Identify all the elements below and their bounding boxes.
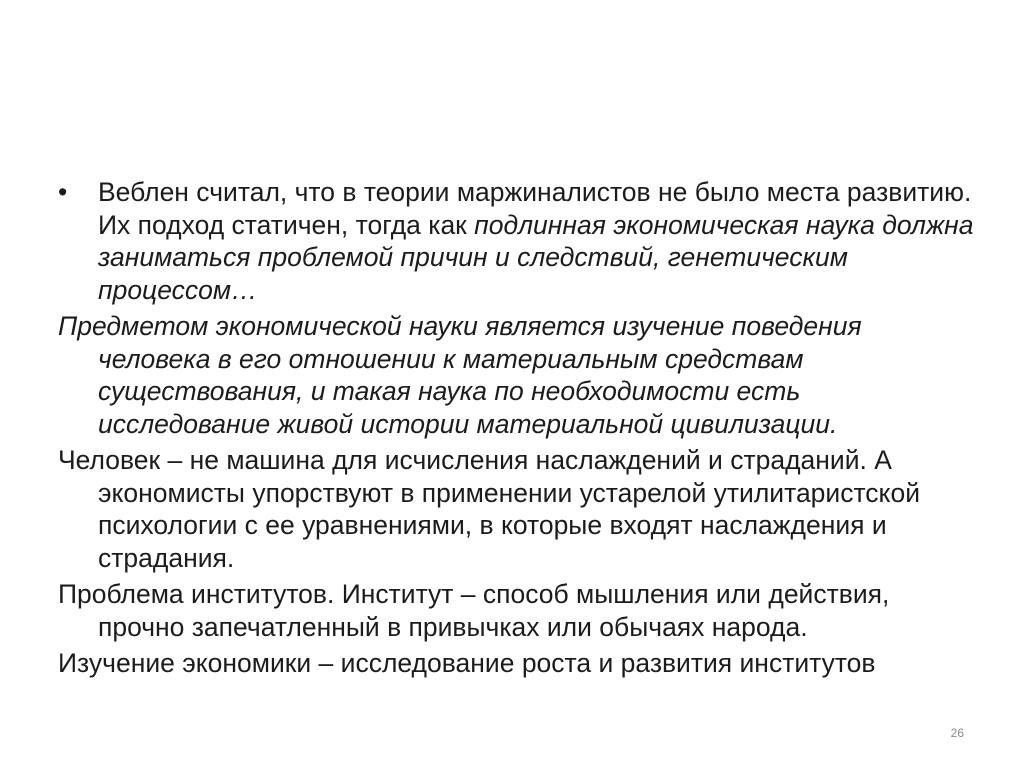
bullet-icon: • <box>58 177 68 207</box>
paragraph-human <box>58 444 978 574</box>
paragraph-subject-text: Предметом экономической науки является изучение поведения человека в его отношении к материальным средствам существования, и такая наука по необходимости есть исследование живой истории материальной цивилизации. <box>58 311 862 439</box>
paragraph-economics-study <box>58 647 978 680</box>
paragraph-economics-study-text: Изучение экономики – исследование роста и развития институтов <box>58 648 876 678</box>
paragraph-institutions <box>58 578 978 643</box>
slide-body <box>58 176 978 684</box>
paragraph-institutions-text: Проблема институтов. Институт – способ мышления или действия, прочно запечатленный в привычках или обычаях народа. <box>58 579 890 642</box>
paragraph-veblen <box>58 176 978 306</box>
paragraph-veblen-italic: подлинная экономическая наука должна заниматься проблемой причин и следствий, генетическим процессом… <box>98 209 974 305</box>
paragraph-human-text: Человек – не машина для исчисления наслаждений и страданий. А экономисты упорствуют в применении устарелой утилитаристской психологии с ее уравнениями, в которые входят наслаждения и страдания. <box>58 445 920 573</box>
page-number: 26 <box>950 726 964 740</box>
paragraph-subject <box>58 310 978 440</box>
paragraph-veblen-text: Веблен считал, что в теории маржиналистов не было места развитию. Их подход статичен, тогда как <box>98 177 972 240</box>
